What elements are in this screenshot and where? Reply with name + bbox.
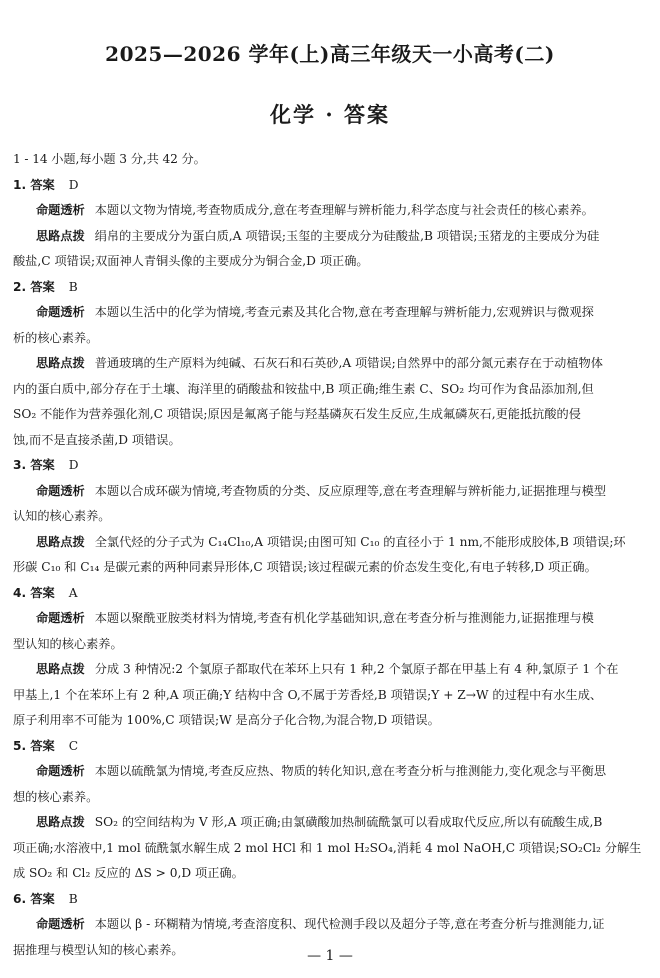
question-answer-heading [13, 581, 644, 607]
explanation-continuation: 据推理与模型认知的核心素养。 [13, 942, 184, 957]
answer-choice: D [68, 458, 79, 472]
explanation-continuation: 项正确;水溶液中,1 mol 硫酰氯水解生成 2 mol HCl 和 1 mol H₂SO₄,消耗 4 mol NaOH,C 项错误;SO₂Cl₂ 分解生 [13, 840, 642, 855]
answer-label: 6. 答案 [13, 891, 55, 906]
explanation-continuation: 认知的核心素养。 [13, 509, 111, 523]
explanation-continuation: 甲基上,1 个在苯环上有 2 种,A 项正确;Y 结构中含 O,不属于芳香烃,B 项错误;Y + Z→W 的过程中有水生成、 [13, 687, 603, 702]
explanation-continuation: 内的蛋白质中,部分存在于土壤、海洋里的硝酸盐和铵盐中,B 项正确;维生素 C、SO₂ 均可作为食品添加剂,但 [13, 381, 594, 396]
question-answer-heading [13, 453, 644, 479]
page-number: — 1 — [307, 948, 353, 964]
explanation-text: 普通玻璃的生产原料为纯碱、石灰石和石英砂,A 项错误;自然界中的部分氮元素存在于动植物体 [94, 356, 603, 370]
answer-content [13, 147, 644, 963]
explanation-tag: 思路点拨 [36, 815, 85, 829]
explanation-continuation: 酸盐,C 项错误;双面神人青铜头像的主要成分为铜合金,D 项正确。 [13, 254, 369, 268]
explanation-text: 本题以合成环碳为情境,考查物质的分类、反应原理等,意在考查理解与辨析能力,证据推理与模型 [94, 483, 607, 498]
explanation-text: 本题以硫酰氯为情境,考查反应热、物质的转化知识,意在考查分析与推测能力,变化观念与平衡思 [94, 764, 607, 778]
explanation-line [13, 351, 644, 377]
answer-label: 2. 答案 [13, 279, 55, 294]
answer-label: 3. 答案 [13, 458, 55, 472]
explanation-line [13, 224, 644, 250]
explanation-tag: 命题透析 [36, 305, 85, 319]
explanation-continuation: 蚀,而不是直接杀菌,D 项错误。 [13, 432, 181, 447]
question-answer-heading [13, 734, 644, 760]
explanation-continuation: SO₂ 不能作为营养强化剂,C 项错误;原因是氟离子能与羟基磷灰石发生反应,生成氟磷灰石,更能抵抗酸的侵 [13, 407, 581, 421]
explanation-continuation: 析的核心素养。 [13, 330, 99, 345]
question-answer-heading [13, 887, 644, 913]
answer-choice: B [68, 891, 78, 906]
explanation-line [13, 759, 644, 785]
explanation-line [13, 300, 644, 326]
answer-choice: A [68, 585, 78, 600]
answer-choice: C [68, 738, 79, 753]
explanation-text: SO₂ 的空间结构为 V 形,A 项正确;由氯磺酸加热制硫酰氯可以看成取代反应,所以有硫酸生成,B [94, 815, 603, 829]
explanation-text: 分成 3 种情况:2 个氯原子都取代在苯环上只有 1 种,2 个氯原子都在甲基上有 4 种,氯原子 1 个在 [94, 662, 619, 676]
answer-label: 4. 答案 [13, 585, 55, 600]
explanation-tag: 思路点拨 [36, 356, 85, 370]
explanation-continuation: 形碳 C₁₀ 和 C₁₄ 是碳元素的两种同素异形体,C 项错误;该过程碳元素的价态发生变化,有电子转移,D 项正确。 [13, 560, 597, 574]
explanation-line [13, 606, 644, 632]
explanation-line [13, 198, 644, 224]
explanation-tag: 命题透析 [36, 764, 85, 778]
explanation-line [13, 657, 644, 683]
section-intro: 1 - 14 小题,每小题 3 分,共 42 分。 [13, 152, 206, 166]
explanation-tag: 命题透析 [36, 203, 85, 217]
question-answer-heading [13, 275, 644, 301]
question-answer-heading [13, 173, 644, 199]
explanation-tag: 思路点拨 [36, 228, 85, 243]
answer-choice: B [68, 279, 78, 294]
explanation-tag: 命题透析 [36, 917, 85, 931]
explanation-line [13, 912, 644, 938]
explanation-text: 本题以生活中的化学为情境,考查元素及其化合物,意在考查理解与辨析能力,宏观辨识与微观探 [94, 305, 594, 319]
explanation-tag: 思路点拨 [36, 534, 85, 549]
explanation-text: 全氯代烃的分子式为 C₁₄Cl₁₀,A 项错误;由图可知 C₁₀ 的直径小于 1 nm,不能形成胶体,B 项错误;环 [94, 534, 626, 549]
answer-label: 1. 答案 [13, 177, 55, 192]
explanation-line [13, 479, 644, 505]
explanation-continuation: 成 SO₂ 和 Cl₂ 反应的 ΔS > 0,D 项正确。 [13, 866, 244, 880]
explanation-tag: 命题透析 [36, 483, 85, 498]
explanation-continuation: 型认知的核心素养。 [13, 636, 123, 651]
page-title: 2025—2026 学年(上)高三年级天一小高考(二) [105, 42, 555, 66]
explanation-tag: 命题透析 [36, 611, 85, 625]
answer-choice: D [68, 177, 79, 192]
explanation-line [13, 810, 644, 836]
explanation-text: 绢帛的主要成分为蛋白质,A 项错误;玉玺的主要成分为硅酸盐,B 项错误;玉猪龙的主要成分为硅 [94, 228, 600, 243]
explanation-tag: 思路点拨 [36, 662, 85, 676]
explanation-text: 本题以文物为情境,考查物质成分,意在考查理解与辨析能力,科学态度与社会责任的核心素养。 [94, 203, 594, 217]
explanation-continuation: 原子利用率不可能为 100%,C 项错误;W 是高分子化合物,为混合物,D 项错误。 [13, 713, 440, 727]
answer-label: 5. 答案 [13, 738, 55, 753]
explanation-continuation: 想的核心素养。 [13, 789, 99, 804]
explanation-text: 本题以 β - 环糊精为情境,考查溶度积、现代检测手段以及超分子等,意在考查分析与推测能力,证 [94, 917, 605, 931]
page-subtitle: 化学 · 答案 [270, 102, 390, 127]
explanation-text: 本题以聚酰亚胺类材料为情境,考查有机化学基础知识,意在考查分析与推测能力,证据推理与模 [94, 611, 594, 625]
explanation-line [13, 530, 644, 556]
